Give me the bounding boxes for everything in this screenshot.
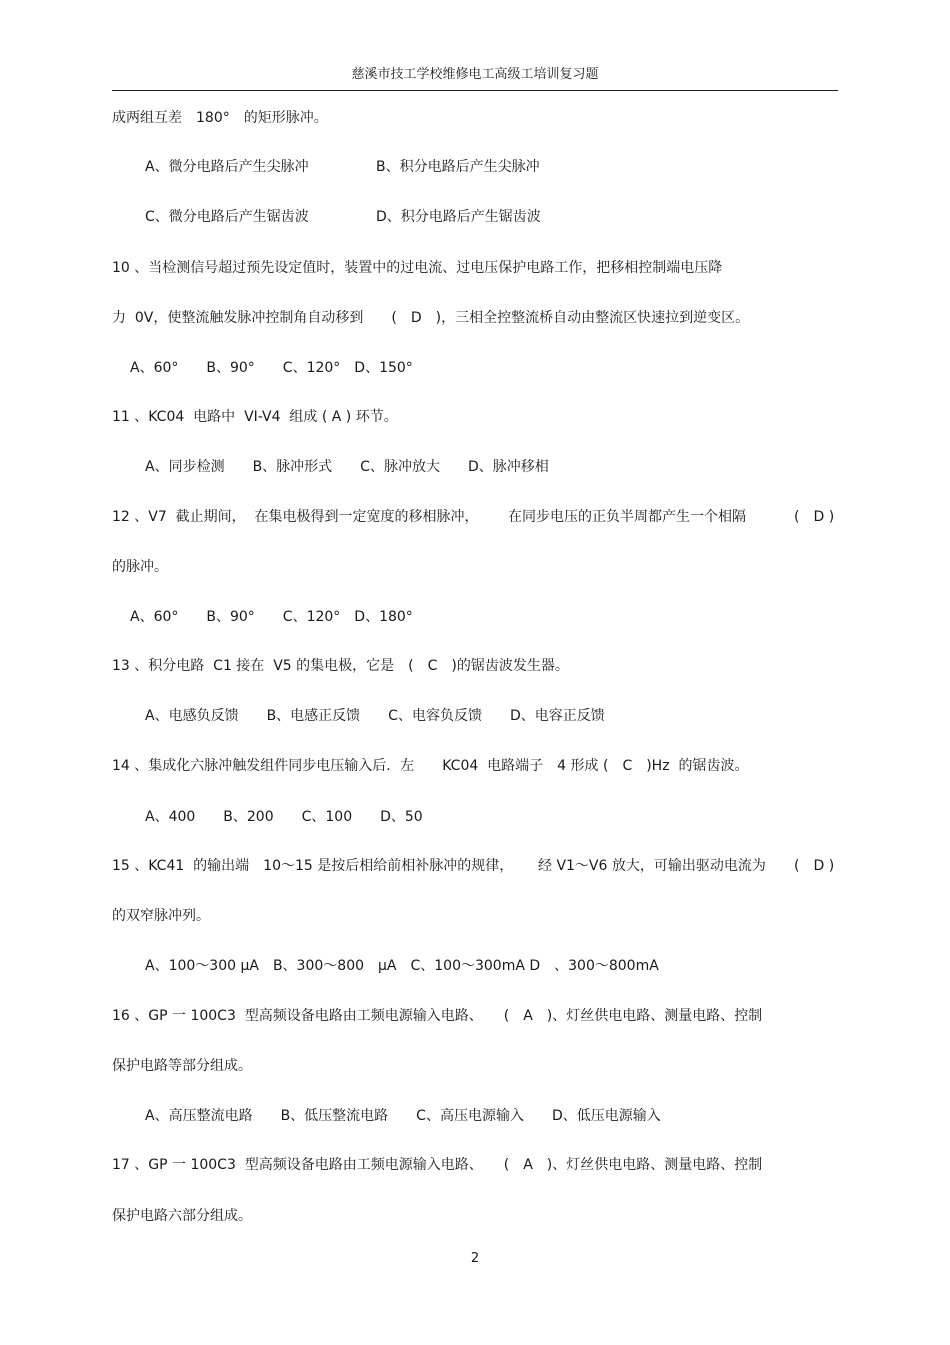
question-12-options: A、60° B、90° C、120° D、180° xyxy=(130,609,413,625)
question-17: 17 、GP 一 100C3 型高频设备电路由工频电源输入电路、 ( A )、灯丝供电电路、测量电路、控制 xyxy=(112,1157,763,1173)
question-10-options: A、60° B、90° C、120° D、150° xyxy=(130,360,413,376)
question-12-cont: 的脉冲。 xyxy=(112,559,168,575)
question-15-mid: 经 V1～V6 放大，可输出驱动电流为 xyxy=(538,858,766,874)
question-11: 11 、KC04 电路中 VI-V4 组成 ( A ) 环节。 xyxy=(112,409,398,425)
question-13-options: A、电感负反馈 B、电感正反馈 C、电容负反馈 D、电容正反馈 xyxy=(145,708,605,724)
option-b: B、积分电路后产生尖脉冲 xyxy=(376,159,540,175)
question-12: 12 、V7 截止期间， 在集电极得到一定宽度的移相脉冲， xyxy=(112,509,479,525)
question-16-options: A、高压整流电路 B、低压整流电路 C、高压电源输入 D、低压电源输入 xyxy=(145,1108,661,1124)
question-15-options: A、100～300 μA B、300～800 μA C、100～300mA D 、300～800mA xyxy=(145,958,659,974)
question-16: 16 、GP 一 100C3 型高频设备电路由工频电源输入电路、 ( A )、灯丝供电电路、测量电路、控制 xyxy=(112,1008,763,1024)
page-header: 慈溪市技工学校维修电工高级工培训复习题 xyxy=(112,64,838,91)
page-number: 2 xyxy=(470,1251,480,1266)
text-line: 成两组互差 180° 的矩形脉冲。 xyxy=(112,110,328,126)
question-17-cont: 保护电路六部分组成。 xyxy=(112,1208,252,1224)
question-10: 10 、当检测信号超过预先设定值时，装置中的过电流、过电压保护电路工作，把移相控制端电压降 xyxy=(112,260,723,276)
question-16-cont: 保护电路等部分组成。 xyxy=(112,1058,252,1074)
question-11-options: A、同步检测 B、脉冲形式 C、脉冲放大 D、脉冲移相 xyxy=(145,459,549,475)
option-a: A、微分电路后产生尖脉冲 xyxy=(145,159,309,175)
question-13: 13 、积分电路 C1 接在 V5 的集电极，它是 ( C )的锯齿波发生器。 xyxy=(112,658,569,674)
option-d: D、积分电路后产生锯齿波 xyxy=(376,209,541,225)
question-14-options: A、400 B、200 C、100 D、50 xyxy=(145,809,423,825)
question-10-cont: 力 0V，使整流触发脉冲控制角自动移到 ( D )，三相全控整流桥自动由整流区快速拉到逆变区。 xyxy=(112,310,750,326)
question-12-mid: 在同步电压的正负半周都产生一个相隔 xyxy=(508,509,746,525)
question-15: 15 、KC41 的输出端 10～15 是按后相给前相补脉冲的规律， xyxy=(112,858,514,874)
option-c: C、微分电路后产生锯齿波 xyxy=(145,209,309,225)
question-12-answer: ( D ) xyxy=(794,509,835,525)
question-14: 14 、集成化六脉冲触发组件同步电压输入后．左 KC04 电路端子 4 形成 ( C )Hz 的锯齿波。 xyxy=(112,758,749,774)
question-15-cont: 的双窄脉冲列。 xyxy=(112,908,210,924)
question-15-answer: ( D ) xyxy=(794,858,835,874)
